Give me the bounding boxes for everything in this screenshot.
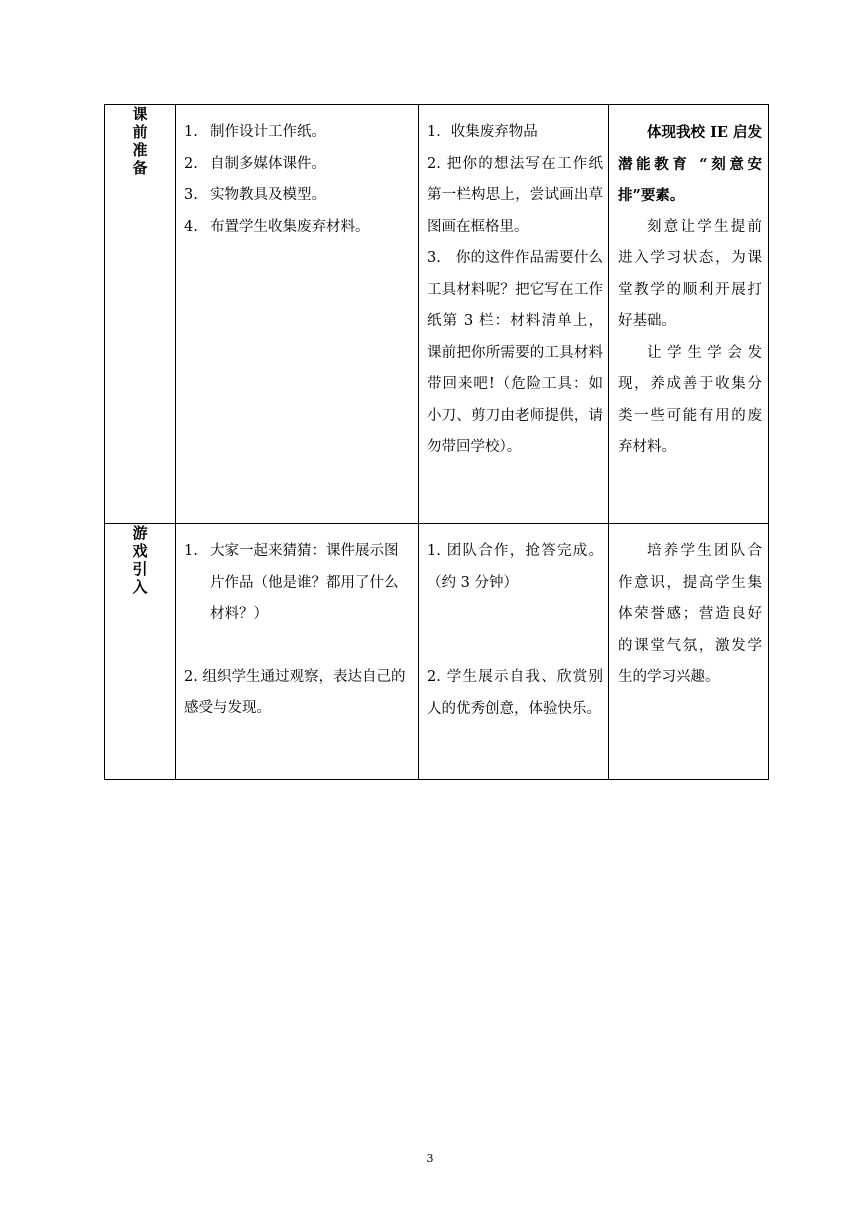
- list-item: [184, 180, 412, 212]
- lesson-plan-table: [104, 104, 769, 780]
- student-item: 2. 把你的想法写在工作纸第一栏构思上，尝试画出草图画在框格里。: [427, 155, 603, 235]
- item-number: 1.: [184, 124, 198, 140]
- item-number: 2.: [184, 155, 198, 172]
- intent-paragraph: 刻意让学生提前进入学习状态，为课堂教学的顺利开展打好基础。: [618, 218, 762, 329]
- table-row: [105, 105, 769, 524]
- list-item: [184, 149, 412, 181]
- student-item: 2. 学生展示自我、欣赏别人的优秀创意，体验快乐。: [427, 669, 603, 717]
- stage-cell: [105, 524, 176, 780]
- item-number: 2.: [184, 668, 198, 685]
- design-intent-cell: [609, 524, 769, 780]
- student-activity-cell: [419, 524, 609, 780]
- stage-label: 课前准备: [132, 105, 148, 177]
- list-item: [184, 212, 412, 244]
- item-text: 组织学生通过观察，表达自己的感受与发现。: [184, 668, 406, 716]
- list-item: [184, 662, 412, 725]
- intent-heading: 体现我校 IE 启发潜能教育 “刻意安排”要素。: [618, 124, 762, 204]
- student-activity-cell: [419, 105, 609, 524]
- design-intent-cell: [609, 105, 769, 524]
- item-text: 大家一起来猜猜：课件展示图片作品（他是谁？都用了什么材料？）: [210, 543, 399, 622]
- item-text: 自制多媒体课件。: [210, 155, 326, 172]
- student-item: 1. 团队合作，抢答完成。（约 3 分钟）: [427, 543, 603, 591]
- teacher-activity-cell: [176, 524, 419, 780]
- teacher-activity-list: [184, 536, 412, 631]
- item-number: 1.: [184, 543, 198, 559]
- table-row: [105, 524, 769, 780]
- student-item: 3. 你的这件作品需要什么工具材料呢？把它写在工作纸第 3 栏：材料清单上，课前把你所需要的工具材料带回来吧!（危险工具：如小刀、剪刀由老师提供，请勿带回学校）。: [427, 250, 603, 455]
- spacer: [184, 631, 412, 662]
- stage-label: 游戏引入: [132, 524, 148, 596]
- teacher-activity-cell: [176, 105, 419, 524]
- list-item: [184, 536, 412, 631]
- stage-cell: [105, 105, 176, 524]
- list-item: [184, 117, 412, 149]
- teacher-activity-list: [184, 117, 412, 243]
- spacer: [427, 599, 603, 662]
- item-number: 3.: [184, 187, 198, 203]
- page-number: 3: [426, 1152, 434, 1165]
- item-text: 制作设计工作纸。: [210, 124, 326, 140]
- item-text: 实物教具及模型。: [210, 187, 326, 203]
- student-item: 1．收集废弃物品: [427, 124, 538, 140]
- intent-paragraph: 培养学生团队合作意识，提高学生集体荣誉感；营造良好的课堂气氛，激发学生的学习兴趣。: [618, 543, 762, 685]
- item-text: 布置学生收集废弃材料。: [210, 218, 370, 235]
- intent-paragraph: 让学生学会发现，养成善于收集分类一些可能有用的废弃材料。: [618, 344, 762, 455]
- item-number: 4.: [184, 218, 198, 235]
